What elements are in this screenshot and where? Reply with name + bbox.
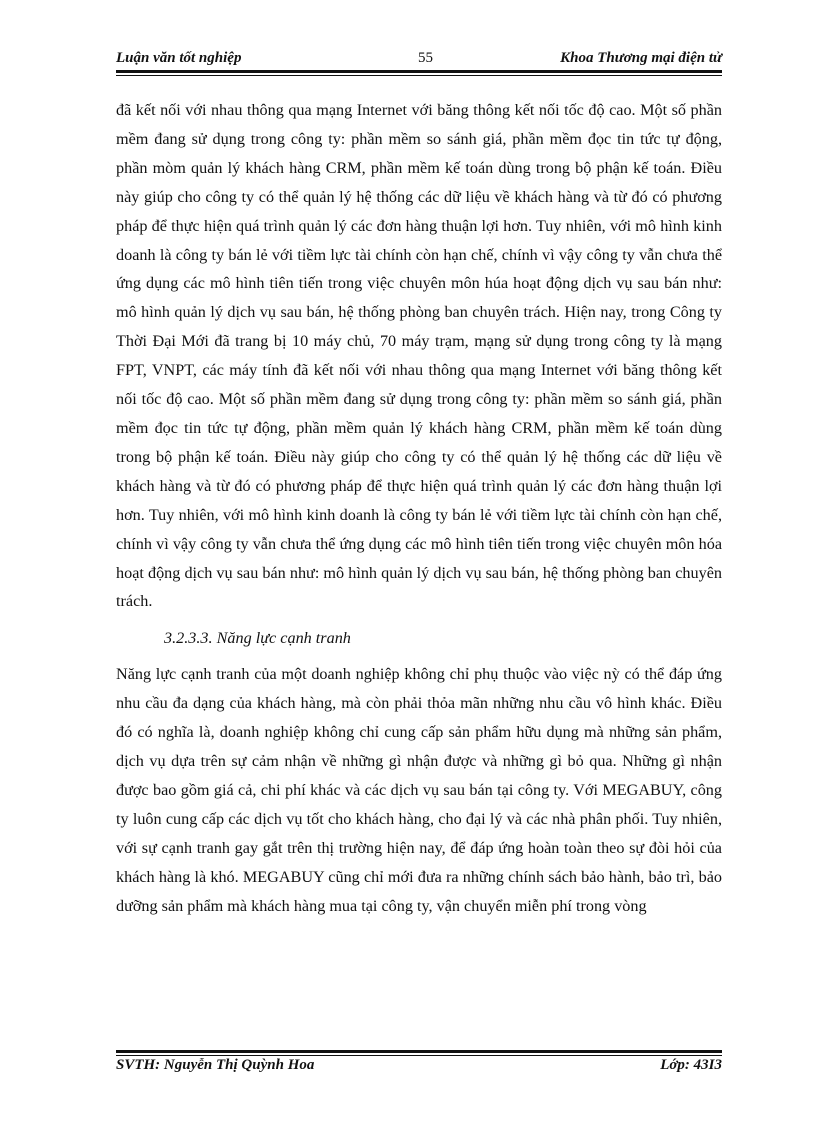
footer-class-code: Lớp: 43I3 xyxy=(660,1057,722,1073)
header-thesis-label: Luận văn tốt nghiệp xyxy=(116,50,242,66)
footer-divider xyxy=(116,1050,722,1056)
header-divider xyxy=(116,70,722,76)
section-heading: 3.2.3.3. Năng lực cạnh tranh xyxy=(164,629,351,648)
header-faculty-label: Khoa Thương mại điện tử xyxy=(560,50,722,66)
page-header xyxy=(116,48,722,70)
body-paragraph-2: Năng lực cạnh tranh của một doanh nghiệp không chỉ phụ thuộc vào việc nỳ có thể đáp ứng nhu cầu đa dạng của khách hàng, mà còn phải thỏa mãn những nhu cầu vô hình khác. Điều đó có nghĩa là, doanh nghiệp không chỉ cung cấp sản phẩm hữu dụng mà những sản phẩm, dịch vụ dựa trên sự cảm nhận về những gì nhận được và những gì bỏ qua. Những gì nhận được bao gồm giá cả, chi phí khác và các dịch vụ sau bán tại công ty. Với MEGABUY, công ty luôn cung cấp các dịch vụ tốt cho khách hàng, cho đại lý và các nhà phân phối. Tuy nhiên, với sự cạnh tranh gay gắt trên thị trường hiện nay, để đáp ứng hoàn toàn theo sự đòi hỏi của khách hàng là khó. MEGABUY cũng chỉ mới đưa ra những chính sách bảo hành, bảo trì, bảo dưỡng sản phẩm mà khách hàng mua tại công ty, vận chuyển miễn phí trong vòng xyxy=(116,665,722,915)
page-footer xyxy=(116,1057,722,1079)
body-paragraph-1: đã kết nối với nhau thông qua mạng Internet với băng thông kết nối tốc độ cao. Một số phần mềm đang sử dụng trong công ty: phần mềm so sánh giá, phần mềm đọc tin tức tự động, phần mòm quản lý khách hàng CRM, phần mềm kế toán dùng trong bộ phận kế toán. Điều này giúp cho công ty có thể quản lý hệ thống các dữ liệu về khách hàng và từ đó có phương pháp để thực hiện quá trình quản lý các đơn hàng thuận lợi hơn. Tuy nhiên, với mô hình kinh doanh là công ty bán lẻ với tiềm lực tài chính còn hạn chế, chính vì vậy công ty vẫn chưa thể ứng dụng các mô hình tiên tiến trong việc chuyên môn húa hoạt động dịch vụ sau bán như: mô hình quản lý dịch vụ sau bán, hệ thống phòng ban chuyên trách. Hiện nay, trong Công ty Thời Đại Mới đã trang bị 10 máy chủ, 70 máy trạm, mạng sử dụng trong công ty là mạng FPT, VNPT, các máy tính đã kết nối với nhau thông qua mạng Internet với băng thông kết nối tốc độ cao. Một số phần mềm đang sử dụng trong công ty: phần mềm so sánh giá, phần mềm đọc tin tức tự động, phần mềm quản lý khách hàng CRM, phần mềm kế toán dùng trong bộ phận kế toán. Điều này giúp cho công ty có thể quản lý hệ thống các dữ liệu về khách hàng và từ đó có phương pháp để thực hiện quá trình quản lý các đơn hàng thuận lợi hơn. Tuy nhiên, với mô hình kinh doanh là công ty bán lẻ với tiềm lực tài chính còn hạn chế, chính vì vậy công ty vẫn chưa thể ứng dụng các mô hình tiên tiến trong việc chuyên môn hóa hoạt động dịch vụ sau bán như: mô hình quản lý dịch vụ sau bán, hệ thống phòng ban chuyên trách. xyxy=(116,101,722,611)
footer-student-name: SVTH: Nguyễn Thị Quỳnh Hoa xyxy=(116,1057,315,1073)
page-body xyxy=(116,96,722,920)
page-number: 55 xyxy=(418,50,433,66)
